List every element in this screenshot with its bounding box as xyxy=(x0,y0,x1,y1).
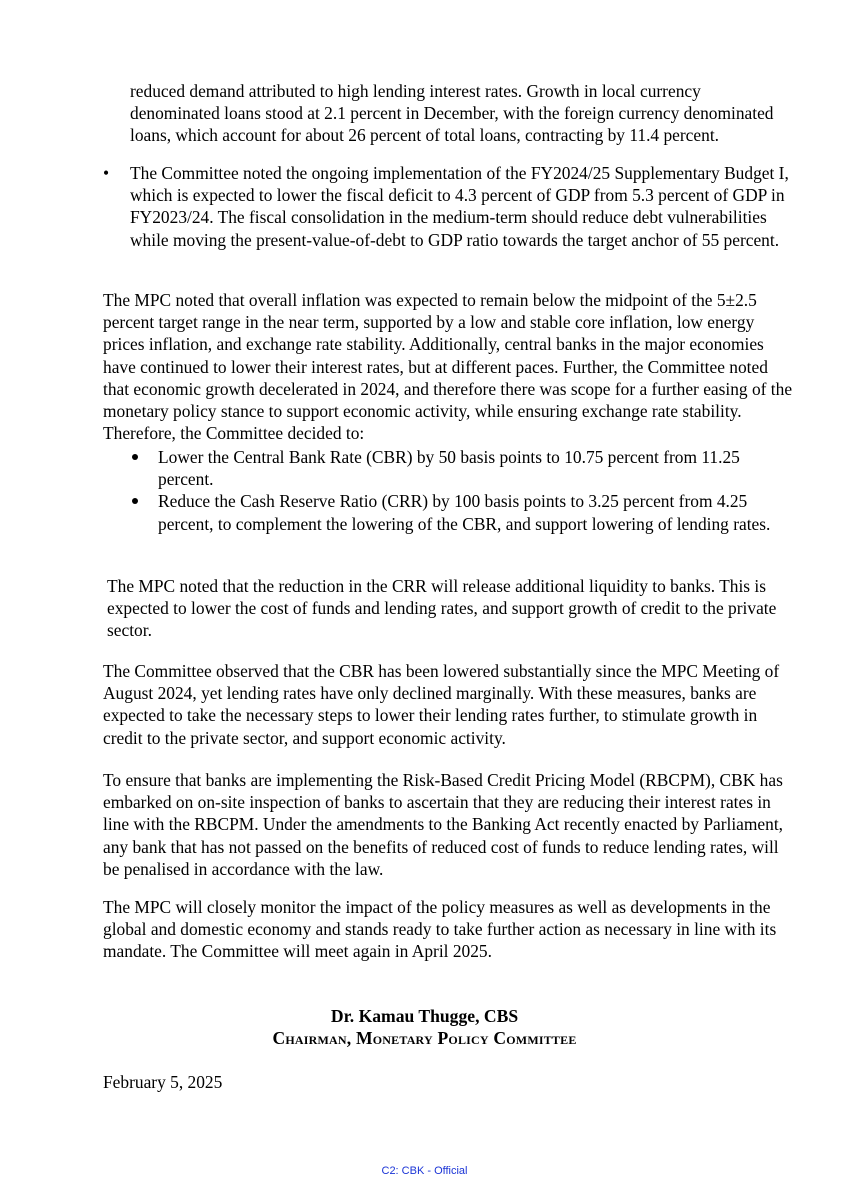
continuation-paragraph: reduced demand attributed to high lending interest rates. Growth in local currency denominated loans stood at 2.1 percent in December, with the foreign currency denominated loans, which account for about 26 percent of total loans, contracting by 11.4 percent. xyxy=(130,81,774,146)
classification-footer: C2: CBK - Official xyxy=(381,1165,468,1177)
policy-decision-paragraph: The MPC noted that overall inflation was expected to remain below the midpoint of the 5±2.5 percent target range in the near term, supported by a low and stable core inflation, low energy prices inflation, and exchange rate stability. Additionally, central banks in the major economies have continued to lower their interest rates, but at different paces. Further, the Committee noted that economic growth decelerated in 2024, and therefore there was scope for a further easing of the monetary policy stance to support economic activity, while ensuring exchange rate stability. Therefore, the Committee decided to: xyxy=(103,290,793,444)
fiscal-bullet-text: The Committee noted the ongoing implementation of the FY2024/25 Supplementary Budget I, which is expected to lower the fiscal deficit to 4.3 percent of GDP from 5.3 percent of GDP in FY2023/24. The fiscal consolidation in the medium-term should reduce debt vulnerabilities while moving the present-value-of-debt to GDP ratio towards the target anchor of 55 percent. xyxy=(130,163,789,250)
rbcpm-paragraph: To ensure that banks are implementing the Risk-Based Credit Pricing Model (RBCPM), CBK has embarked on on-site inspection of banks to ascertain that they are reducing their interest rates in line with the RBCPM. Under the amendments to the Banking Act recently enacted by Parliament, any bank that has not passed on the benefits of reduced cost of funds to reduce lending rates, will be penalised in accordance with the law. xyxy=(103,770,784,879)
bullet-dot-icon xyxy=(132,498,138,504)
signatory-title: Chairman, Monetary Policy Committee xyxy=(272,1028,577,1048)
decision-text: Lower the Central Bank Rate (CBR) by 50 basis points to 10.75 percent from 11.25 percent. xyxy=(158,447,740,490)
decision-text: Reduce the Cash Reserve Ratio (CRR) by 100 basis points to 3.25 percent from 4.25 percent, to complement the lowering of the CBR, and support lowering of lending rates. xyxy=(158,491,771,534)
bullet-dot-icon xyxy=(132,454,138,460)
signatory-name: Dr. Kamau Thugge, CBS xyxy=(330,1006,519,1026)
bullet-symbol: • xyxy=(103,163,110,183)
crr-liquidity-paragraph: The MPC noted that the reduction in the CRR will release additional liquidity to banks. This is expected to lower the cost of funds and lending rates, and support growth of credit to the private sector. xyxy=(107,576,777,641)
decision-item-cbr xyxy=(128,446,788,490)
monitoring-paragraph: The MPC will closely monitor the impact of the policy measures as well as developments in the global and domestic economy and stands ready to take further action as necessary in line with its mandate. The Committee will meet again in April 2025. xyxy=(103,897,777,962)
cbr-lending-paragraph: The Committee observed that the CBR has been lowered substantially since the MPC Meeting of August 2024, yet lending rates have only declined marginally. With these measures, banks are expected to take the necessary steps to lower their lending rates further, to stimulate growth in credit to the private sector, and support economic activity. xyxy=(103,661,780,748)
decision-item-crr xyxy=(128,490,788,534)
document-date: February 5, 2025 xyxy=(103,1072,223,1092)
decision-list xyxy=(128,446,788,535)
